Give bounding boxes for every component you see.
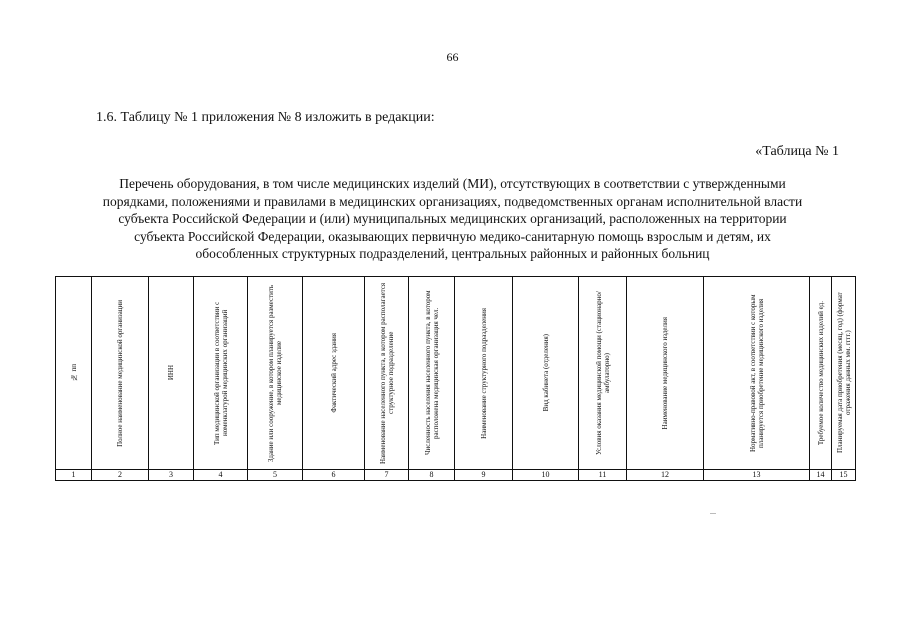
column-number: 9 [455,470,513,481]
table-header-row [56,277,856,470]
column-header: Нормативно-правовой акт, в соответствии с которым планируется приобретение медицинского изделия [704,277,810,470]
column-header: Наименование медицинского изделия [627,277,704,470]
column-number: 14 [810,470,832,481]
column-header: № пп [56,277,92,470]
column-header: Требуемое количество медицинских изделий ед. [810,277,832,470]
column-header: Численность населения населенного пункта, в котором расположена медицинская организация чел. [409,277,455,470]
column-number: 8 [409,470,455,481]
scan-mark [710,513,716,514]
column-number: 7 [365,470,409,481]
table-heading [60,175,845,263]
column-header: Фактический адрес здания [303,277,365,470]
column-number: 1 [56,470,92,481]
column-header: Наименование населенного пункта, в котором располагается структурное подразделение [365,277,409,470]
heading-line: Перечень оборудования, в том числе медицинских изделий (МИ), отсутствующих в соответствии с утвержденными [119,176,786,191]
heading-line: обособленных структурных подразделений, центральных районных и районных больниц [195,246,710,261]
column-header: Полное наименование медицинской организации [92,277,149,470]
column-number: 10 [513,470,579,481]
heading-line: субъекта Российской Федерации, оказывающих первичную медико-санитарную помощь взрослым и детям, их [134,228,771,244]
column-header: Наименование структурного подразделения [455,277,513,470]
heading-line: порядками, положениями и правилами в медицинских организациях, подведомственных органам исполнительной власти [102,193,803,209]
page-number: 66 [446,50,459,64]
column-header: Вид кабинета (отделения) [513,277,579,470]
column-number: 3 [149,470,194,481]
section-text: 1.6. Таблицу № 1 приложения № 8 изложить в редакции: [96,110,435,125]
column-number-row [56,470,856,481]
column-number: 12 [627,470,704,481]
table-label: «Таблица № 1 [755,144,839,159]
heading-line: субъекта Российской Федерации и (или) муниципальных медицинских организаций, расположенных на территории [118,211,787,226]
column-number: 13 [704,470,810,481]
column-header: ИНН [149,277,194,470]
equipment-table [55,276,856,481]
column-number: 5 [248,470,303,481]
column-header: Условия оказания медицинской помощи (стационарно/амбулаторно) [579,277,627,470]
column-header: Планируемая дата приобретения (месяц, год) (формат отражения данных мм. гггг.) [832,277,856,470]
column-number: 11 [579,470,627,481]
column-number: 6 [303,470,365,481]
column-number: 2 [92,470,149,481]
column-header: Тип медицинской организации в соответствии с номенклатурой медицинских организаций [194,277,248,470]
column-number: 4 [194,470,248,481]
column-number: 15 [832,470,856,481]
column-header: Здание или сооружение, в котором планируется разместить медицинское изделие [248,277,303,470]
